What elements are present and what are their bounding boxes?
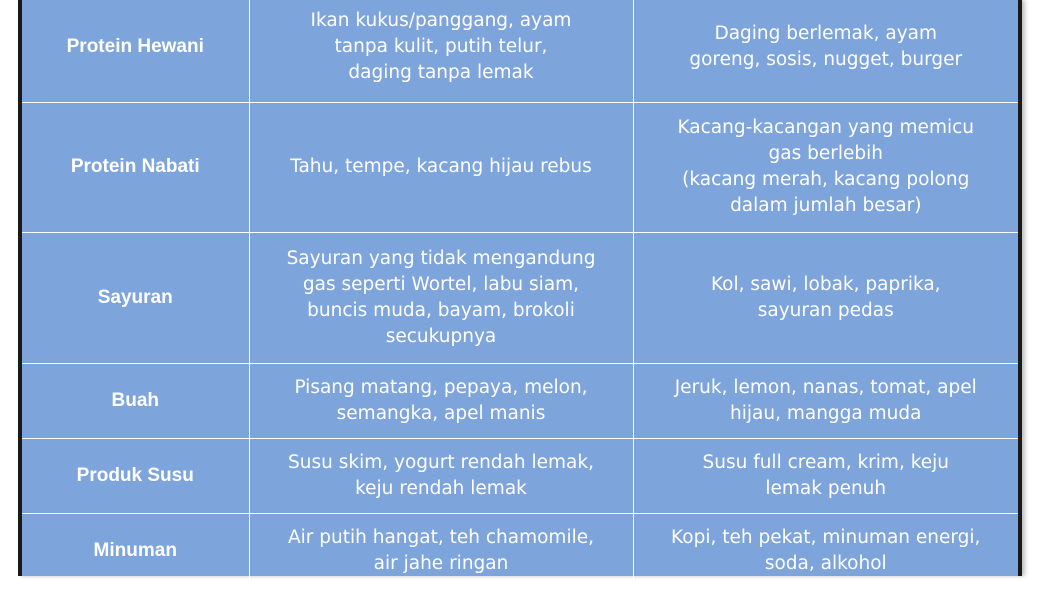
- category-cell: Minuman: [22, 513, 249, 588]
- avoid-cell: Susu full cream, krim, keju lemak penuh: [633, 438, 1018, 513]
- table-row: [22, 363, 1018, 438]
- category-cell: Protein Hewani: [22, 0, 249, 102]
- recommended-cell: Pisang matang, pepaya, melon, semangka, apel manis: [249, 363, 633, 438]
- avoid-cell: Jeruk, lemon, nanas, tomat, apel hijau, mangga muda: [633, 363, 1018, 438]
- table-row: [22, 438, 1018, 513]
- table-row: [22, 232, 1018, 363]
- food-recommendation-table: [22, 0, 1018, 589]
- avoid-cell: Daging berlemak, ayam goreng, sosis, nugget, burger: [633, 0, 1018, 102]
- category-cell: Protein Nabati: [22, 102, 249, 232]
- table-row: [22, 513, 1018, 588]
- recommended-cell: Sayuran yang tidak mengandung gas seperti Wortel, labu siam, buncis muda, bayam, brokoli secukupnya: [249, 232, 633, 363]
- avoid-cell: Kacang-kacangan yang memicu gas berlebih (kacang merah, kacang polong dalam jumlah besar): [633, 102, 1018, 232]
- recommended-cell: Ikan kukus/panggang, ayam tanpa kulit, putih telur, daging tanpa lemak: [249, 0, 633, 102]
- recommended-cell: Tahu, tempe, kacang hijau rebus: [249, 102, 633, 232]
- avoid-cell: Kopi, teh pekat, minuman energi, soda, alkohol: [633, 513, 1018, 588]
- table-row: [22, 102, 1018, 232]
- recommended-cell: Susu skim, yogurt rendah lemak, keju rendah lemak: [249, 438, 633, 513]
- category-cell: Produk Susu: [22, 438, 249, 513]
- category-cell: Buah: [22, 363, 249, 438]
- recommended-cell: Air putih hangat, teh chamomile, air jahe ringan: [249, 513, 633, 588]
- avoid-cell: Kol, sawi, lobak, paprika, sayuran pedas: [633, 232, 1018, 363]
- category-cell: Sayuran: [22, 232, 249, 363]
- food-table-frame: [18, 0, 1022, 576]
- table-row: [22, 0, 1018, 102]
